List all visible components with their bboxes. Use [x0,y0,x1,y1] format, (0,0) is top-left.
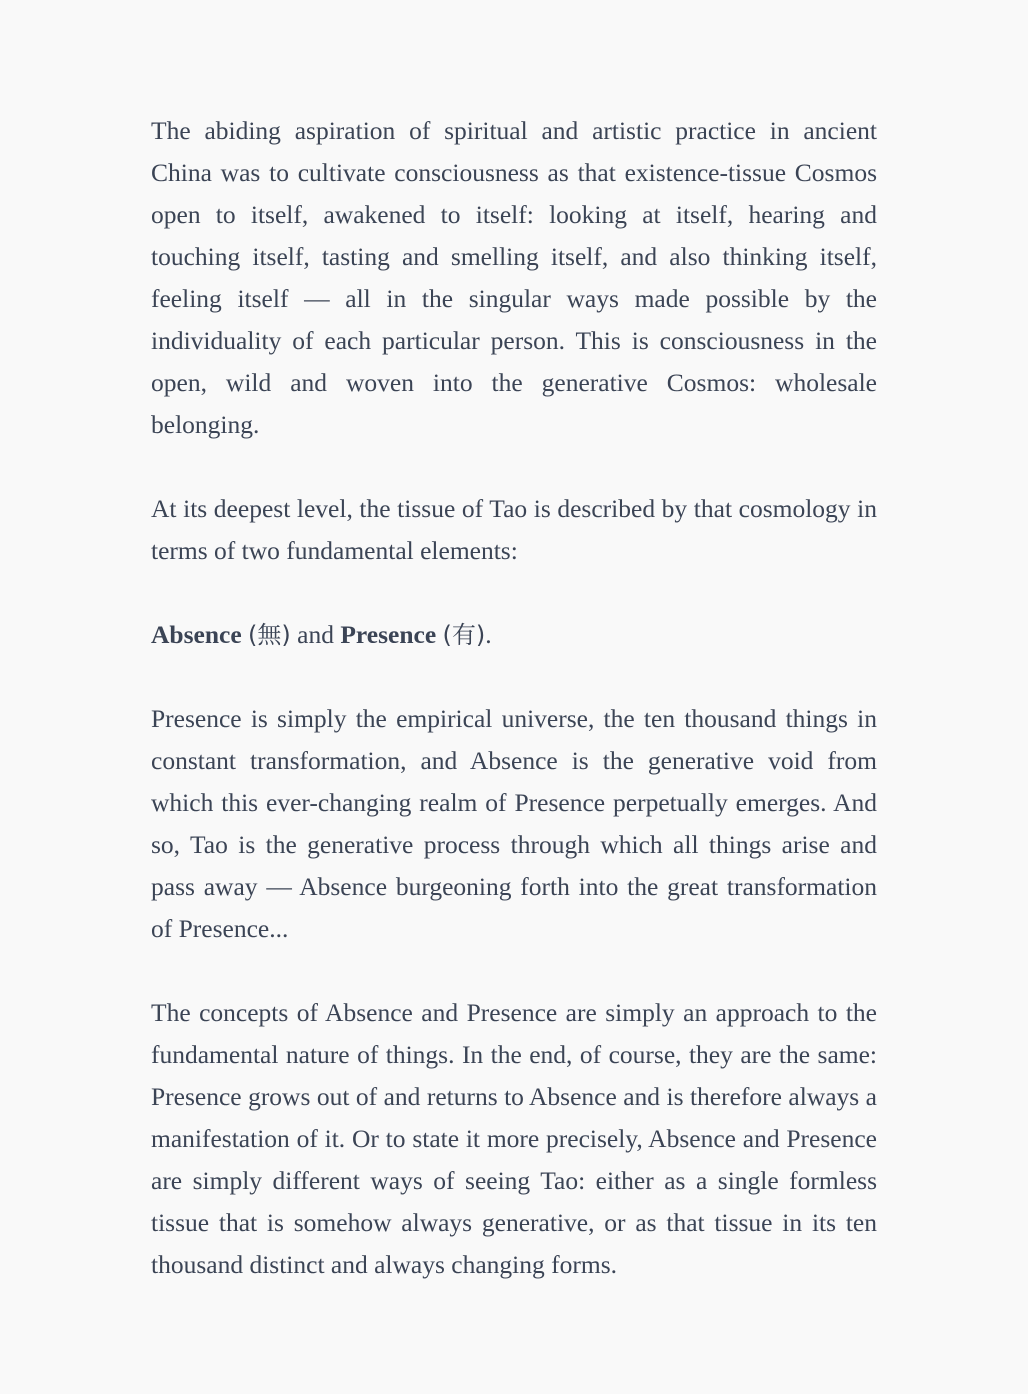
paragraph-aspiration: The abiding aspiration of spiritual and artistic practice in ancient China was to cultivate consciousness as that existence-tissue Cosmos open to itself, awakened to itself: looking at itself, hearing and touching itself, tasting and smelling itself, and also thinking itself, feeling itself — all in the singular ways made possible by the individuality of each particular person. This is consciousness in the open, wild and woven into the generative Cosmos: wholesale belonging. [151,116,877,439]
terms-conjunction: and [297,620,334,649]
paragraph-fundamental-terms [151,614,877,656]
term-presence-glyph: (有) [442,621,486,649]
term-presence-label: Presence [340,620,437,649]
terms-period: . [485,620,492,649]
term-absence-label: Absence [151,620,242,649]
paragraph-presence-absence-definition: Presence is simply the empirical universe, the ten thousand things in constant transformation, and Absence is the generative void from which this ever-changing realm of Presence perpetually emerges. And so, Tao is the generative process through which all things arise and pass away — Absence burgeoning forth into the great transformation of Presence... [151,704,877,943]
paragraph-concepts-conclusion: The concepts of Absence and Presence are simply an approach to the fundamental nature of things. In the end, of course, they are the same: Presence grows out of and returns to Absence and is therefore always a manifestation of it. Or to state it more precisely, Absence and Presence are simply different ways of seeing Tao: either as a single formless tissue that is somehow always generative, or as that tissue in its ten thousand distinct and always changing forms. [151,998,877,1279]
document-body [151,110,877,1286]
paragraph-deepest-level: At its deepest level, the tissue of Tao is described by that cosmology in terms of two fundamental elements: [151,494,877,565]
term-absence-glyph: (無) [248,621,291,649]
